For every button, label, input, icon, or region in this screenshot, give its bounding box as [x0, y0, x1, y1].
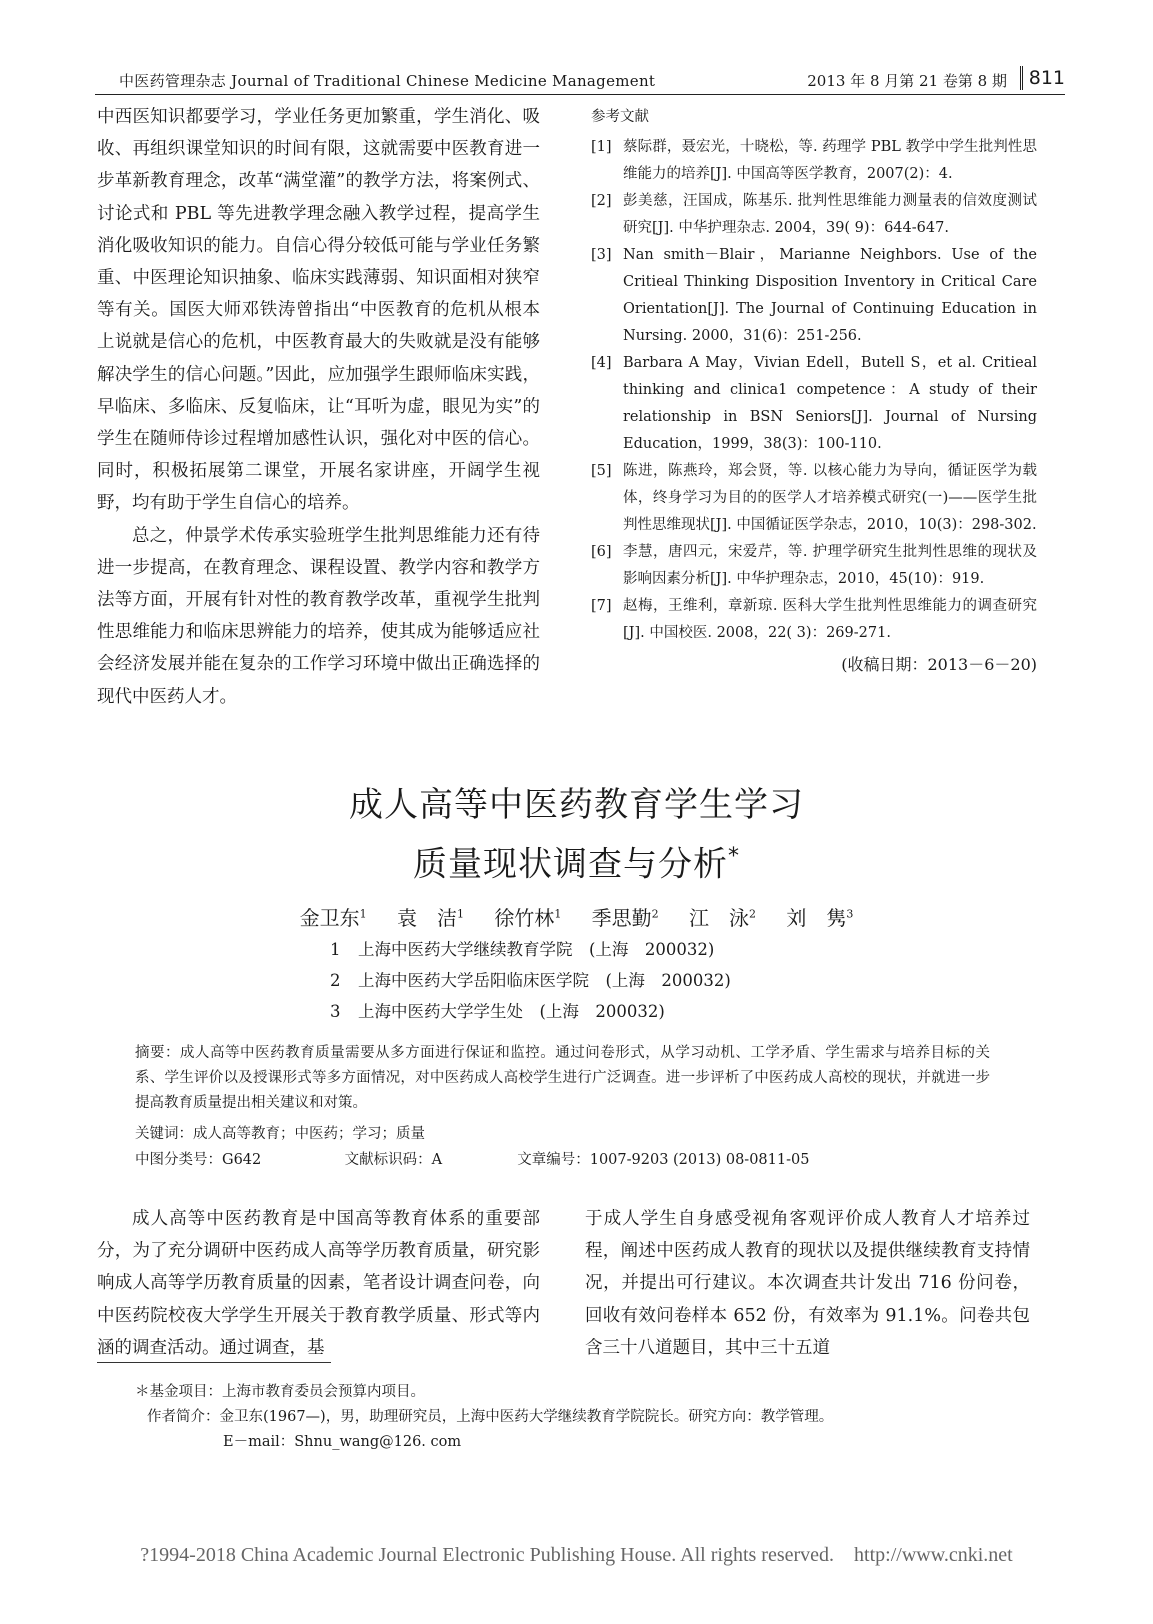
reference-item [591, 242, 1037, 350]
reference-number: [3] [591, 247, 612, 263]
copyright-line: ?1994-2018 China Academic Journal Electronic Publishing House. All rights reserved. http://www.cnki.net [140, 1544, 1013, 1566]
reference-number: [7] [591, 598, 612, 614]
footnote-email: E－mail：Shnu_wang@126. com [223, 1434, 462, 1450]
prev-paragraph-1: 中西医知识都要学习，学业任务更加繁重，学生消化、吸收、再组织课堂知识的时间有限，这就需要中医教育进一步革新教育理念，改革“满堂灌”的教学方法，将案例式、讨论式和 PBL 等先进教学理念融入教学过程，提高学生消化吸收知识的能力。自信心得分较低可能与学业任务繁重、中医理论知识抽象、临床实践薄弱、知识面相对狭窄等有关。国医大师邓铁涛曾指出“中医教育的危机从根本上说就是信心的危机，中医教育最大的失败就是没有能够解决学生的信心问题。”因此，应加强学生跟师临床实践，早临床、多临床、反复临床，让“耳听为虚，眼见为实”的学生在随师侍诊过程增加感性认识，强化对中医的信心。同时，积极拓展第二课堂，开展名家讲座，开阔学生视野，均有助于学生自信心的培养。 [97, 107, 540, 514]
affiliation: 2 上海中医药大学岳阳临床医学院 (上海 200032) [330, 971, 731, 990]
reference-item [591, 458, 1037, 539]
article-title-line-2 [0, 832, 1153, 889]
clc-number: 中图分类号：G642 [135, 1152, 262, 1168]
author: 江 泳$^2$ [689, 906, 757, 930]
classification-line [135, 1148, 1035, 1169]
article-title-line-1: 成人高等中医药教育学生学习 [349, 785, 804, 825]
reference-number: [4] [591, 355, 612, 371]
abstract: 摘要：成人高等中医药教育质量需要从多方面进行保证和监控。通过问卷形式，从学习动机、工学矛盾、学生需求与培养目标的关系、学生评价以及授课形式等多方面情况，对中医药成人高校学生进行广泛调查。进一步评析了中医药成人高校的现状，并就进一步提高教育质量提出相关建议和对策。 [135, 1045, 990, 1111]
article-number: 文章编号：1007-9203 (2013) 08-0811-05 [517, 1152, 810, 1168]
affiliation: 3 上海中医药大学学生处 (上海 200032) [330, 1002, 665, 1021]
document-code: 文献标识码：A [344, 1152, 443, 1168]
reference-text: Barbara A May，Vivian Edell，Butell S，et al. Critieal thinking and clinica1 competence：A study of their relationship in BSN Seniors[J]. Journal of Nursing Education，1999，38(3)：100-110. [623, 355, 1037, 452]
footnote-author-bio: 作者简介：金卫东(1967—)，男，助理研究员，上海中医药大学继续教育学院院长。研究方向：教学管理。 [147, 1409, 834, 1425]
author: 袁 洁$^1$ [396, 906, 464, 930]
author: 金卫东$^1$ [299, 906, 367, 930]
footnote-divider [97, 1362, 331, 1363]
running-header [95, 66, 1065, 95]
prev-article-left-column [97, 101, 540, 713]
article-title-text: 质量现状调查与分析 [413, 844, 728, 885]
journal-name: 中医药管理杂志 Journal of Traditional Chinese Medicine Management [119, 72, 656, 90]
author: 季思勤$^2$ [591, 906, 659, 930]
reference-text: Nan smith－Blair，Marianne Neighbors. Use of the Critieal Thinking Disposition Inventory in Critical Care Orientation[J]. The Journal of Continuing Education in Nursing. 2000，31(6)：251-256. [623, 247, 1037, 344]
references-title: 参考文献 [591, 109, 649, 125]
title-footnote-mark: * [728, 844, 740, 869]
keywords: 关键词：成人高等教育；中医药；学习；质量 [135, 1126, 425, 1142]
affiliation-list [330, 934, 731, 1027]
received-date: (收稿日期：2013－6－20) [841, 655, 1037, 674]
reference-number: [6] [591, 544, 612, 560]
reference-text: 李慧，唐四元，宋爱芹，等. 护理学研究生批判性思维的现状及影响因素分析[J]. 中华护理杂志，2010，45(10)：919. [623, 544, 1037, 587]
issue-info: 2013 年 8 月第 21 卷第 8 期 [807, 72, 1007, 90]
reference-text: 赵梅，王维利，章新琼. 医科大学生批判性思维能力的调查研究[J]. 中国校医. 2008，22( 3)：269-271. [623, 598, 1037, 641]
body-right-column: 于成人学生自身感受视角客观评价成人教育人才培养过程，阐述中医药成人教育的现状以及提供继续教育支持情况，并提出可行建议。本次调查共计发出 716 份问卷，回收有效问卷样本 652 份，有效率为 91.1%。问卷共包含三十八道题目，其中三十五道 [585, 1209, 1030, 1358]
author: 徐竹林$^1$ [494, 906, 562, 930]
reference-text: 彭美慈，汪国成，陈基乐. 批判性思维能力测量表的信效度测试研究[J]. 中华护理杂志. 2004，39( 9)：644-647. [623, 193, 1037, 236]
author: 刘 隽$^3$ [786, 906, 854, 930]
footnotes [135, 1380, 833, 1455]
page-number: 811 [1020, 66, 1065, 90]
reference-item [591, 188, 1037, 242]
reference-item [591, 350, 1037, 458]
reference-item [591, 593, 1037, 647]
reference-text: 蔡际群，聂宏光，十晓松，等. 药理学 PBL 教学中学生批判性思维能力的培养[J]. 中国高等医学教育，2007(2)：4. [623, 139, 1037, 182]
reference-number: [5] [591, 463, 612, 479]
footnote-fund: ＊基金项目：上海市教育委员会预算内项目。 [135, 1384, 425, 1400]
prev-paragraph-2: 总之，仲景学术传承实验班学生批判思维能力还有待进一步提高，在教育理念、课程设置、教学内容和教学方法等方面，开展有针对性的教育教学改革，重视学生批判性思维能力和临床思辨能力的培养，使其成为能够适应社会经济发展并能在复杂的工作学习环境中做出正确选择的现代中医药人才。 [97, 525, 540, 707]
author-list [0, 902, 1153, 931]
reference-number: [2] [591, 193, 612, 209]
reference-text: 陈进，陈燕玲，郑会贤，等. 以核心能力为导向，循证医学为载体，终身学习为目的的医学人才培养模式研究(一)——医学生批判性思维现状[J]. 中国循证医学杂志，2010，10(3)：298-302. [623, 463, 1037, 533]
reference-number: [1] [591, 139, 612, 155]
affiliation: 1 上海中医药大学继续教育学院 (上海 200032) [330, 940, 715, 959]
body-left-column: 成人高等中医药教育是中国高等教育体系的重要部分，为了充分调研中医药成人高等学历教育质量，研究影响成人高等学历教育质量的因素，笔者设计调查问卷，向中医药院校夜大学学生开展关于教育教学质量、形式等内涵的调查活动。通过调查，基 [97, 1209, 540, 1358]
reference-item [591, 134, 1037, 188]
reference-item [591, 539, 1037, 593]
references-section [591, 104, 1037, 678]
